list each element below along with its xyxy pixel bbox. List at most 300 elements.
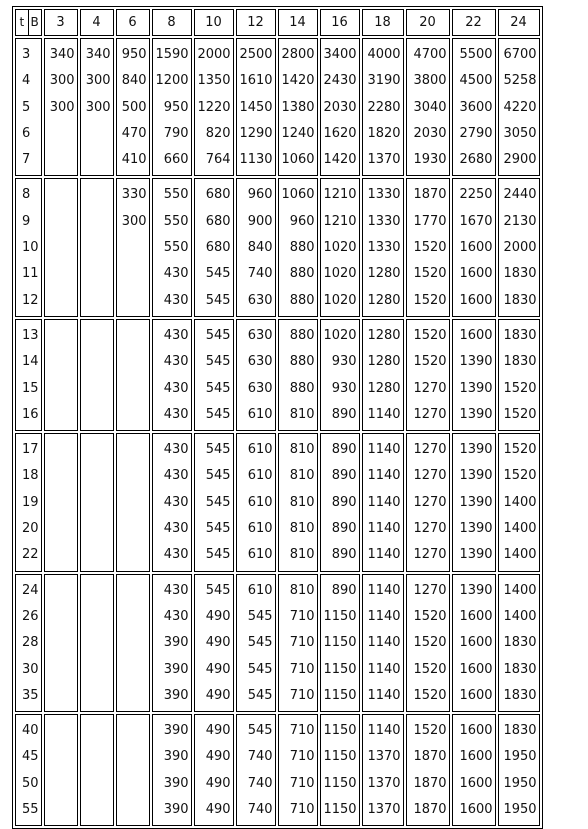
table-value: 430: [163, 442, 189, 458]
value-cell: [194, 574, 234, 712]
table-value: 1520: [413, 240, 447, 256]
table-value: 1400: [503, 494, 537, 510]
table-value: 5500: [459, 47, 493, 62]
table-value: 1950: [503, 775, 537, 791]
table-value: 1270: [413, 406, 447, 422]
value-cell: [80, 38, 114, 176]
value-cell: [116, 574, 150, 712]
table-value: 2900: [503, 152, 537, 168]
table-value: 2280: [367, 99, 401, 115]
table-value: 950: [163, 99, 189, 115]
table-value: 1520: [503, 468, 537, 484]
value-cell: [362, 714, 404, 826]
table-value: 880: [289, 266, 315, 282]
value-cell: [236, 574, 276, 712]
value-cell: [452, 433, 496, 571]
table-value: 1870: [413, 802, 447, 818]
table-value: 1390: [459, 354, 493, 370]
value-cell: [44, 319, 78, 431]
value-cell: [362, 319, 404, 431]
value-cell: [498, 319, 540, 431]
table-value: 610: [247, 521, 273, 537]
table-value: 880: [289, 354, 315, 370]
table-value: 810: [289, 468, 315, 484]
thickness-value: 3: [22, 47, 31, 62]
table-value: 1150: [323, 749, 357, 765]
thickness-value: 35: [22, 687, 39, 703]
table-value: 470: [121, 125, 147, 141]
table-value: 1150: [323, 802, 357, 818]
table-row-group: [15, 714, 540, 826]
table-value: 410: [121, 152, 147, 168]
table-value: 1870: [413, 775, 447, 791]
thickness-value: 15: [22, 380, 39, 396]
value-cell: [406, 714, 450, 826]
table-value: 545: [205, 354, 231, 370]
table-value: 545: [205, 442, 231, 458]
value-cell: [116, 433, 150, 571]
thickness-value: 18: [22, 468, 39, 484]
table-value: 545: [247, 635, 273, 651]
table-value: 1330: [367, 187, 401, 203]
table-value: 880: [289, 292, 315, 308]
column-header-width: 10: [194, 9, 234, 36]
table-value: 3600: [459, 99, 493, 115]
value-cell: [44, 714, 78, 826]
table-value: 1830: [503, 687, 537, 703]
table-value: 545: [247, 687, 273, 703]
thickness-cell: [15, 574, 42, 712]
table-value: 1390: [459, 547, 493, 563]
table-value: 820: [205, 125, 231, 141]
table-value: 490: [205, 661, 231, 677]
table-value: 1600: [459, 266, 493, 282]
table-value: 545: [205, 468, 231, 484]
table-value: 1950: [503, 802, 537, 818]
table-value: 1390: [459, 494, 493, 510]
table-value: 545: [205, 292, 231, 308]
table-value: 430: [163, 380, 189, 396]
table-value: 1140: [367, 661, 401, 677]
value-cell: [406, 178, 450, 316]
table-value: 545: [205, 521, 231, 537]
table-value: 880: [289, 380, 315, 396]
table-value: 490: [205, 687, 231, 703]
table-value: 740: [247, 802, 273, 818]
table-value: 1380: [281, 99, 315, 115]
table-value: 1600: [459, 327, 493, 343]
value-cell: [152, 38, 192, 176]
table-value: 1270: [413, 547, 447, 563]
corner-header: [15, 9, 42, 36]
column-header-width: 24: [498, 9, 540, 36]
value-cell: [80, 714, 114, 826]
table-value: 1830: [503, 266, 537, 282]
table-value: 490: [205, 635, 231, 651]
value-cell: [278, 178, 318, 316]
table-value: 1290: [239, 125, 273, 141]
table-value: 890: [331, 521, 357, 537]
value-cell: [152, 714, 192, 826]
table-value: 740: [247, 266, 273, 282]
value-cell: [116, 38, 150, 176]
table-value: 1390: [459, 380, 493, 396]
value-cell: [362, 574, 404, 712]
value-cell: [452, 178, 496, 316]
value-cell: [44, 433, 78, 571]
table-value: 545: [247, 608, 273, 624]
table-value: 2500: [239, 47, 273, 62]
value-cell: [406, 574, 450, 712]
table-value: 1150: [323, 661, 357, 677]
table-value: 740: [247, 775, 273, 791]
table-value: 1600: [459, 608, 493, 624]
table-value: 1390: [459, 582, 493, 598]
table-value: 1520: [503, 380, 537, 396]
table-value: 710: [289, 723, 315, 739]
table-value: 900: [247, 213, 273, 229]
table-value: 1020: [323, 292, 357, 308]
table-value: 300: [121, 213, 147, 229]
table-value: 810: [289, 494, 315, 510]
value-cell: [236, 319, 276, 431]
table-value: 545: [205, 494, 231, 510]
table-value: 545: [205, 582, 231, 598]
table-value: 430: [163, 608, 189, 624]
table-value: 1600: [459, 292, 493, 308]
table-value: 1520: [413, 266, 447, 282]
table-value: 1270: [413, 442, 447, 458]
table-value: 1140: [367, 687, 401, 703]
table-value: 1140: [367, 521, 401, 537]
table-value: 1330: [367, 240, 401, 256]
table-value: 545: [247, 723, 273, 739]
table-value: 1600: [459, 240, 493, 256]
table-value: 2680: [459, 152, 493, 168]
table-value: 1370: [367, 775, 401, 791]
table-value: 6700: [503, 47, 537, 62]
table-value: 1770: [413, 213, 447, 229]
table-value: 1400: [503, 521, 537, 537]
value-cell: [116, 319, 150, 431]
table-value: 1420: [281, 73, 315, 89]
thickness-value: 22: [22, 547, 39, 563]
value-cell: [236, 178, 276, 316]
value-cell: [80, 319, 114, 431]
thickness-value: 8: [22, 187, 31, 203]
table-value: 1520: [413, 661, 447, 677]
table-value: 890: [331, 442, 357, 458]
table-value: 890: [331, 547, 357, 563]
table-value: 1270: [413, 521, 447, 537]
table-value: 1390: [459, 468, 493, 484]
value-cell: [236, 714, 276, 826]
table-value: 630: [247, 327, 273, 343]
table-value: 300: [49, 99, 75, 115]
table-value: 740: [247, 749, 273, 765]
table-value: 1830: [503, 635, 537, 651]
table-value: 1520: [413, 687, 447, 703]
table-value: 1610: [239, 73, 273, 89]
value-cell: [320, 38, 360, 176]
table-row-group: [15, 178, 540, 316]
table-row-group: [15, 319, 540, 431]
table-value: 764: [205, 152, 231, 168]
table-value: 1140: [367, 468, 401, 484]
table-value: 1450: [239, 99, 273, 115]
value-cell: [80, 433, 114, 571]
table-value: 1140: [367, 582, 401, 598]
table-value: 1870: [413, 187, 447, 203]
value-cell: [362, 178, 404, 316]
value-cell: [44, 38, 78, 176]
table-value: 1370: [367, 802, 401, 818]
table-value: 1830: [503, 292, 537, 308]
table-value: 630: [247, 292, 273, 308]
table-value: 430: [163, 406, 189, 422]
table-value: 840: [247, 240, 273, 256]
table-value: 950: [121, 47, 147, 62]
table-value: 1150: [323, 608, 357, 624]
data-sheet: [12, 6, 543, 829]
thickness-value: 14: [22, 354, 39, 370]
table-value: 2440: [503, 187, 537, 203]
table-value: 1830: [503, 661, 537, 677]
table-value: 1060: [281, 187, 315, 203]
value-cell: [406, 38, 450, 176]
table-value: 1280: [367, 354, 401, 370]
thickness-value: 7: [22, 152, 31, 168]
value-cell: [278, 38, 318, 176]
table-value: 550: [163, 213, 189, 229]
table-value: 390: [163, 723, 189, 739]
table-value: 1280: [367, 266, 401, 282]
table-value: 960: [289, 213, 315, 229]
table-value: 680: [205, 240, 231, 256]
table-value: 1350: [197, 73, 231, 89]
table-value: 1140: [367, 635, 401, 651]
column-header-width: 22: [452, 9, 496, 36]
thickness-value: 28: [22, 635, 39, 651]
thickness-value: 50: [22, 775, 39, 791]
value-cell: [452, 319, 496, 431]
value-cell: [406, 319, 450, 431]
value-cell: [116, 178, 150, 316]
table-value: 1590: [155, 47, 189, 62]
table-value: 680: [205, 187, 231, 203]
table-value: 390: [163, 775, 189, 791]
table-value: 1370: [367, 749, 401, 765]
table-value: 1370: [367, 152, 401, 168]
table-value: 2000: [197, 47, 231, 62]
table-value: 1020: [323, 240, 357, 256]
table-value: 5258: [503, 73, 537, 89]
table-value: 390: [163, 802, 189, 818]
table-value: 880: [289, 240, 315, 256]
table-value: 1930: [413, 152, 447, 168]
table-value: 710: [289, 687, 315, 703]
corner-t-label: t: [19, 15, 25, 29]
table-value: 710: [289, 775, 315, 791]
table-value: 1220: [197, 99, 231, 115]
table-value: 810: [289, 406, 315, 422]
table-value: 1150: [323, 687, 357, 703]
table-value: 1520: [413, 354, 447, 370]
table-value: 430: [163, 292, 189, 308]
table-value: 610: [247, 406, 273, 422]
thickness-value: 40: [22, 723, 39, 739]
table-value: 1520: [413, 635, 447, 651]
value-cell: [152, 178, 192, 316]
table-value: 680: [205, 213, 231, 229]
table-value: 2130: [503, 213, 537, 229]
column-header-width: 8: [152, 9, 192, 36]
table-value: 3190: [367, 73, 401, 89]
table-value: 930: [331, 380, 357, 396]
table-value: 1210: [323, 187, 357, 203]
table-value: 3040: [413, 99, 447, 115]
value-cell: [320, 714, 360, 826]
thickness-value: 5: [22, 99, 31, 115]
value-cell: [236, 433, 276, 571]
thickness-value: 9: [22, 213, 31, 229]
thickness-cell: [15, 319, 42, 431]
column-header-width: 14: [278, 9, 318, 36]
table-value: 1420: [323, 152, 357, 168]
value-cell: [320, 433, 360, 571]
corner-b-label: B: [28, 10, 41, 35]
thickness-value: 45: [22, 749, 39, 765]
thickness-value: 12: [22, 292, 39, 308]
value-cell: [498, 178, 540, 316]
table-value: 550: [163, 240, 189, 256]
table-value: 960: [247, 187, 273, 203]
value-cell: [498, 714, 540, 826]
table-value: 430: [163, 582, 189, 598]
table-value: 1270: [413, 494, 447, 510]
table-value: 1390: [459, 442, 493, 458]
table-value: 1870: [413, 749, 447, 765]
table-value: 300: [49, 73, 75, 89]
table-value: 430: [163, 547, 189, 563]
table-value: 3050: [503, 125, 537, 141]
value-cell: [278, 574, 318, 712]
table-value: 930: [331, 354, 357, 370]
table-value: 430: [163, 327, 189, 343]
table-value: 3400: [323, 47, 357, 62]
table-value: 390: [163, 687, 189, 703]
table-value: 1600: [459, 749, 493, 765]
table-value: 1020: [323, 266, 357, 282]
table-value: 430: [163, 354, 189, 370]
table-value: 2030: [413, 125, 447, 141]
value-cell: [452, 714, 496, 826]
table-value: 710: [289, 661, 315, 677]
value-cell: [278, 319, 318, 431]
table-value: 1830: [503, 354, 537, 370]
table-value: 710: [289, 749, 315, 765]
thickness-value: 6: [22, 125, 31, 141]
table-value: 1150: [323, 723, 357, 739]
value-cell: [362, 38, 404, 176]
value-cell: [320, 574, 360, 712]
value-cell: [194, 178, 234, 316]
value-cell: [80, 574, 114, 712]
table-value: 3800: [413, 73, 447, 89]
table-value: 2790: [459, 125, 493, 141]
column-header-width: 12: [236, 9, 276, 36]
value-cell: [452, 38, 496, 176]
thickness-value: 26: [22, 608, 39, 624]
table-row-group: [15, 38, 540, 176]
table-value: 1400: [503, 582, 537, 598]
table-value: 4500: [459, 73, 493, 89]
table-value: 1280: [367, 380, 401, 396]
table-value: 4220: [503, 99, 537, 115]
value-cell: [44, 574, 78, 712]
table-value: 610: [247, 547, 273, 563]
value-cell: [320, 319, 360, 431]
table-value: 2800: [281, 47, 315, 62]
table-value: 300: [85, 73, 111, 89]
thickness-value: 13: [22, 327, 39, 343]
value-cell: [278, 714, 318, 826]
table-value: 390: [163, 635, 189, 651]
table-value: 4700: [413, 47, 447, 62]
table-value: 1140: [367, 608, 401, 624]
table-value: 810: [289, 521, 315, 537]
table-value: 2000: [503, 240, 537, 256]
table-value: 1520: [503, 442, 537, 458]
table-value: 610: [247, 468, 273, 484]
table-value: 1150: [323, 635, 357, 651]
thickness-cell: [15, 38, 42, 176]
table-value: 840: [121, 73, 147, 89]
table-value: 610: [247, 494, 273, 510]
table-value: 490: [205, 608, 231, 624]
thickness-value: 30: [22, 661, 39, 677]
table-value: 1140: [367, 442, 401, 458]
table-value: 340: [49, 47, 75, 62]
table-value: 1200: [155, 73, 189, 89]
table-value: 1280: [367, 292, 401, 308]
table-value: 330: [121, 187, 147, 203]
value-cell: [362, 433, 404, 571]
table-value: 1520: [413, 608, 447, 624]
table-value: 1400: [503, 608, 537, 624]
value-cell: [44, 178, 78, 316]
table-value: 1020: [323, 327, 357, 343]
table-value: 340: [85, 47, 111, 62]
table-value: 1270: [413, 582, 447, 598]
table-value: 500: [121, 99, 147, 115]
value-table: [12, 6, 543, 829]
table-value: 1670: [459, 213, 493, 229]
table-value: 545: [205, 266, 231, 282]
table-value: 630: [247, 380, 273, 396]
table-value: 1520: [503, 406, 537, 422]
thickness-cell: [15, 714, 42, 826]
value-cell: [80, 178, 114, 316]
value-cell: [406, 433, 450, 571]
value-cell: [278, 433, 318, 571]
value-cell: [320, 178, 360, 316]
table-value: 545: [205, 380, 231, 396]
table-value: 880: [289, 327, 315, 343]
table-value: 2430: [323, 73, 357, 89]
table-value: 710: [289, 608, 315, 624]
thickness-value: 17: [22, 442, 39, 458]
